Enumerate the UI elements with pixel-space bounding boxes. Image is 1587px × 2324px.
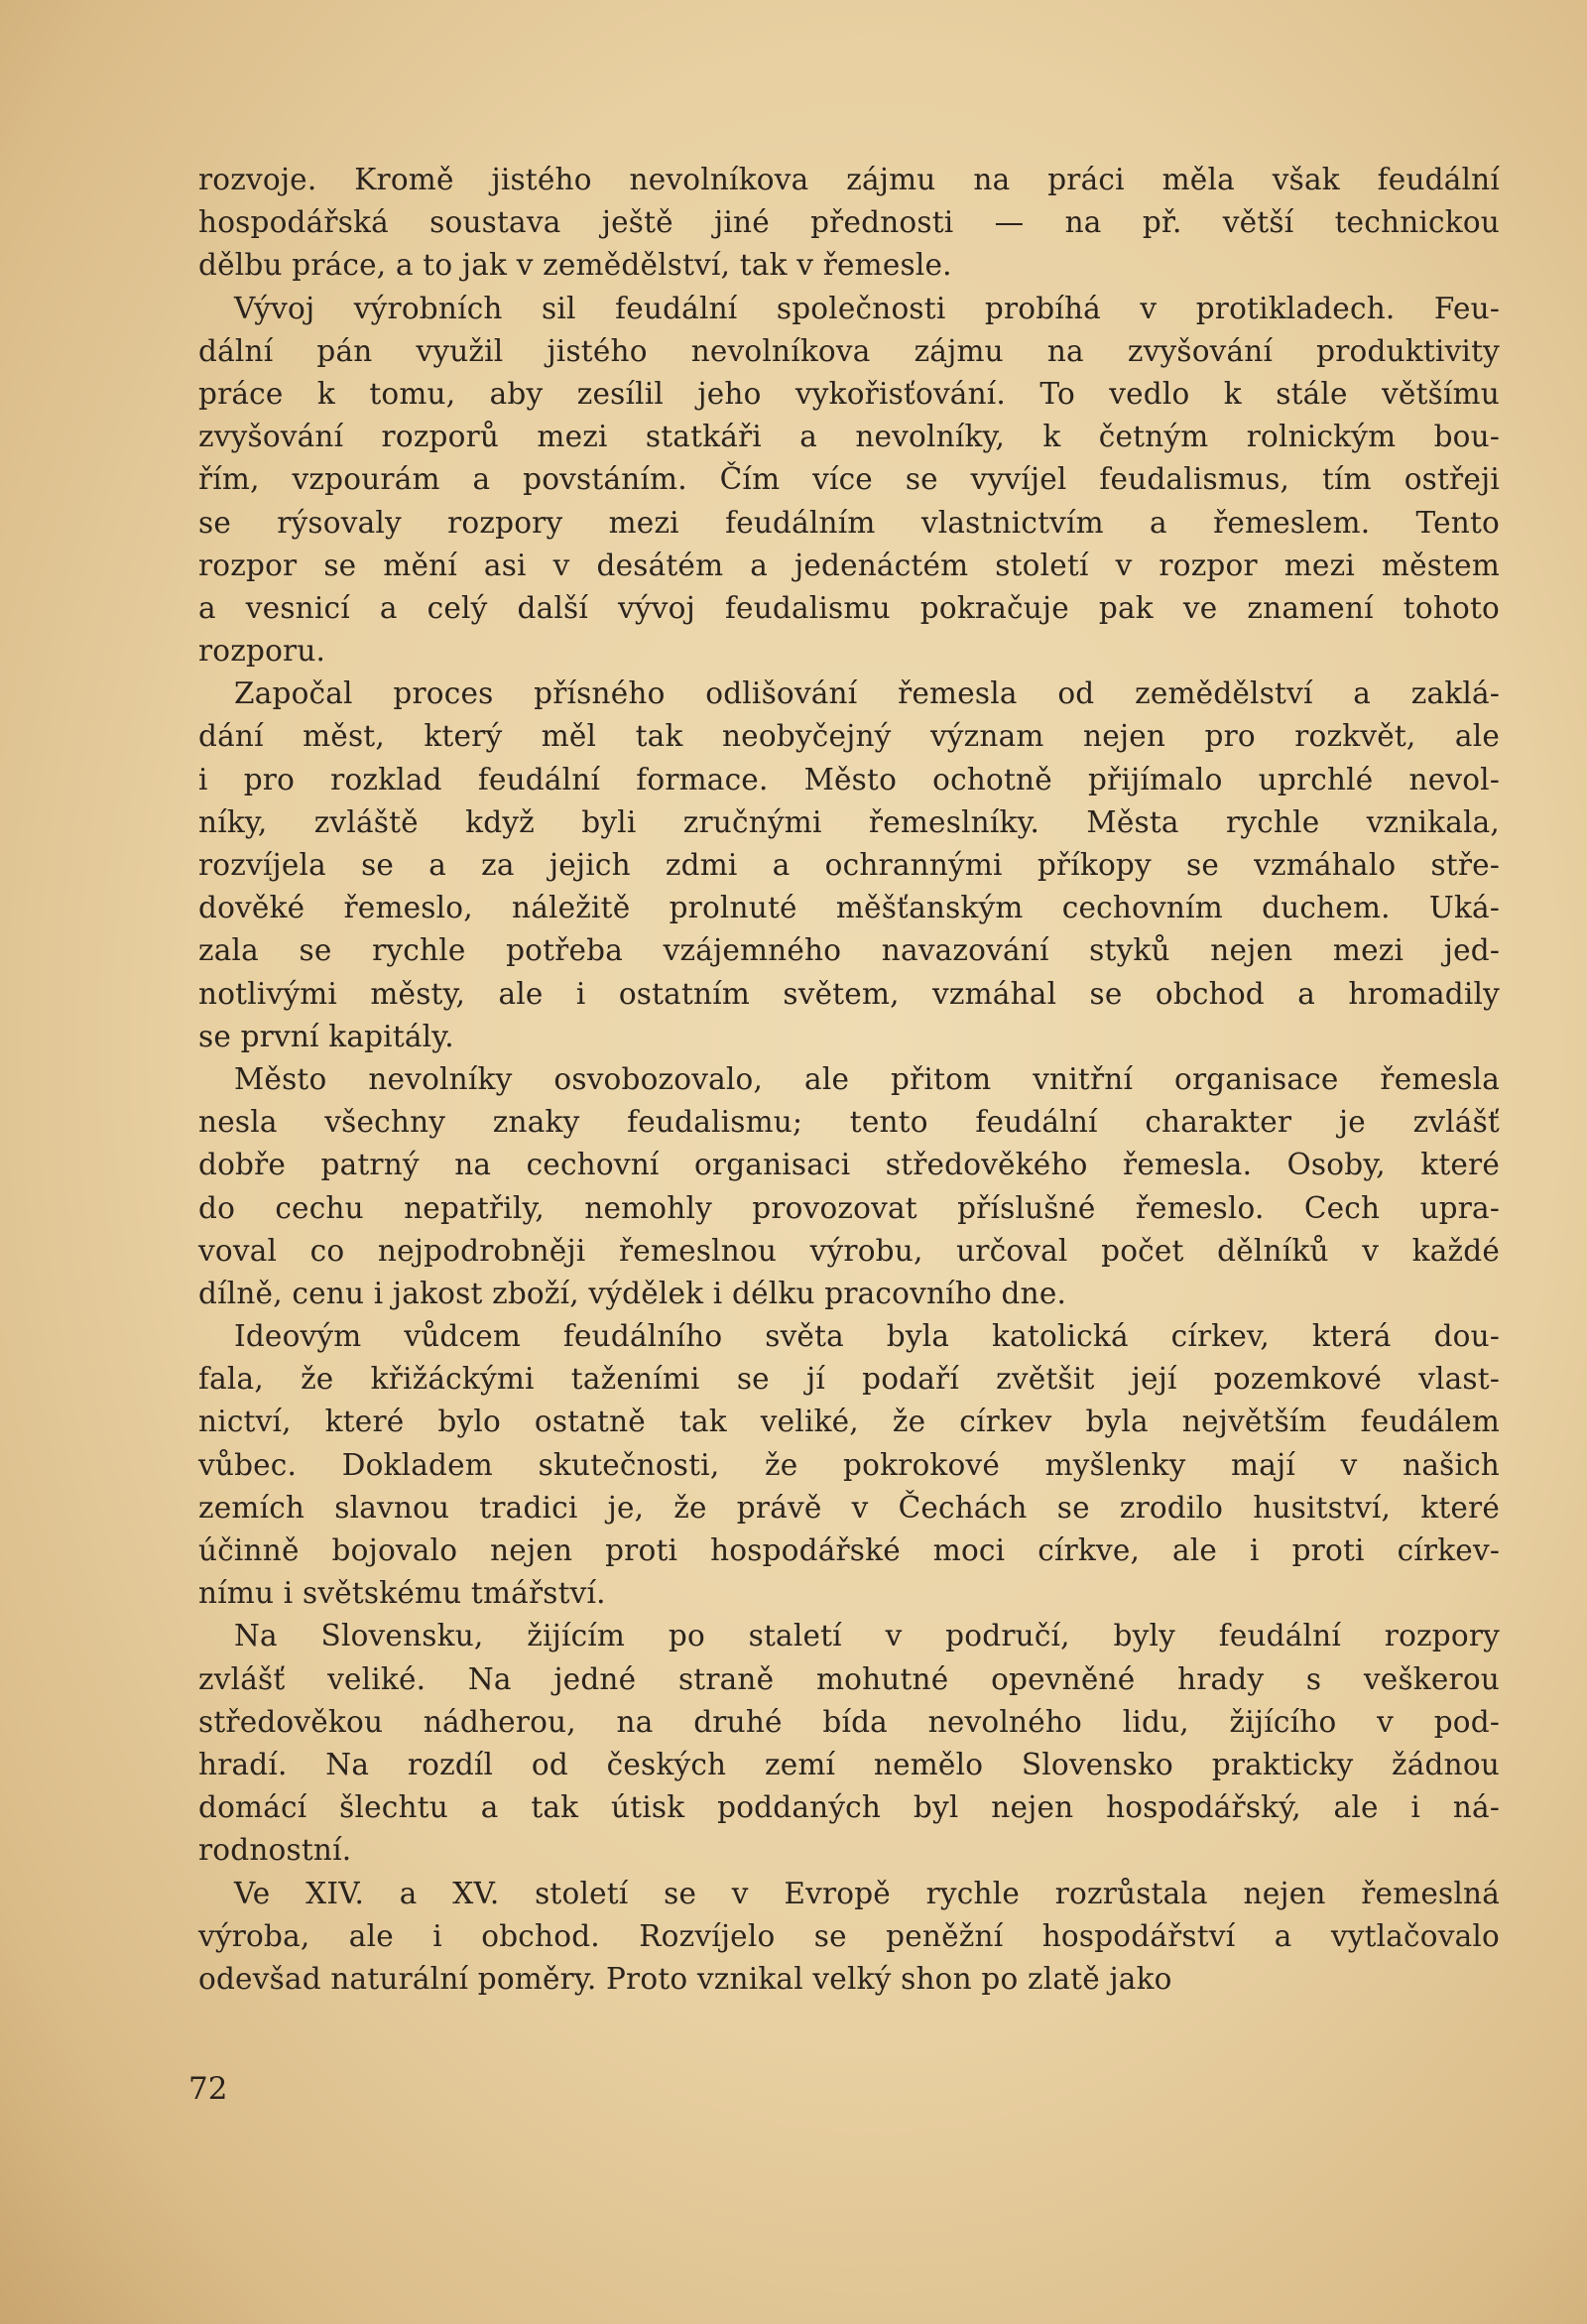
text-line: Ve XIV. a XV. století se v Evropě rychle rozrůstala nejen řemeslná (234, 1876, 1500, 1910)
text-line: voval co nejpodrobněji řemeslnou výrobu, určoval počet dělníků v každé (198, 1233, 1500, 1268)
text-line: odevšad naturální poměry. Proto vznikal velký shon po zlatě jako (198, 1961, 1172, 1996)
text-line: Město nevolníky osvobozovalo, ale přitom vnitřní organisace řemesla (234, 1061, 1500, 1096)
text-line: výroba, ale i obchod. Rozvíjelo se peněžní hospodářství a vytlačovalo (198, 1918, 1500, 1953)
text-line: rozporu. (198, 634, 326, 669)
text-line: dělbu práce, a to jak v zemědělství, tak v řemesle. (198, 248, 952, 283)
text-line: a vesnicí a celý další vývoj feudalismu pokračuje pak ve znamení tohoto (198, 590, 1500, 625)
text-line: níky, zvláště když byli zručnými řemeslníky. Města rychle vznikala, (198, 804, 1500, 839)
paragraph (198, 1058, 1500, 1315)
text-line: středověkou nádherou, na druhé bída nevolného lidu, žijícího v pod- (198, 1704, 1500, 1739)
text-line: dání měst, který měl tak neobyčejný význam nejen pro rozkvět, ale (198, 719, 1500, 754)
text-line: rozvíjela se a za jejich zdmi a ochrannými příkopy se vzmáhalo stře- (198, 848, 1500, 882)
text-line: zemích slavnou tradici je, že právě v Čechách se zrodilo husitství, které (198, 1490, 1500, 1525)
text-line: hradí. Na rozdíl od českých zemí nemělo Slovensko prakticky žádnou (198, 1747, 1500, 1781)
text-line: dální pán využil jistého nevolníkova zájmu na zvyšování produktivity (198, 333, 1500, 368)
text-line: Ideovým vůdcem feudálního světa byla katolická církev, která dou- (234, 1319, 1500, 1354)
text-line: Vývoj výrobních sil feudální společnosti probíhá v protikladech. Feu- (234, 291, 1500, 325)
paragraph (198, 159, 1500, 288)
text-line: Započal proces přísného odlišování řemesla od zemědělství a zaklá- (234, 676, 1500, 711)
paragraph (198, 673, 1500, 1058)
text-line: nímu i světskému tmářství. (198, 1576, 606, 1611)
text-line: Na Slovensku, žijícím po staletí v područí, byly feudální rozpory (234, 1619, 1500, 1653)
text-line: fala, že křižáckými taženími se jí podaří zvětšit její pozemkové vlast- (198, 1362, 1500, 1397)
paragraph (198, 1315, 1500, 1615)
text-line: nesla všechny znaky feudalismu; tento feudální charakter je zvlášť (198, 1105, 1500, 1140)
text-line: do cechu nepatřily, nemohly provozovat příslušné řemeslo. Cech upra- (198, 1190, 1500, 1225)
text-line: rodnostní. (198, 1833, 352, 1868)
text-line: práce k tomu, aby zesílil jeho vykořisťování. To vedlo k stále většímu (198, 376, 1500, 411)
text-line: se rýsovaly rozpory mezi feudálním vlastnictvím a řemeslem. Tento (198, 505, 1500, 540)
text-line: dílně, cenu i jakost zboží, výdělek i délku pracovního dne. (198, 1276, 1067, 1310)
text-line: notlivými městy, ale i ostatním světem, vzmáhal se obchod a hromadily (198, 976, 1500, 1011)
book-page-text (198, 159, 1500, 2001)
paragraph (198, 1615, 1500, 1872)
text-line: účinně bojovalo nejen proti hospodářské moci církve, ale i proti církev- (198, 1533, 1500, 1567)
text-line: i pro rozklad feudální formace. Město ochotně přijímalo uprchlé nevol- (198, 762, 1500, 796)
text-line: hospodářská soustava ještě jiné přednosti — na př. větší technickou (198, 205, 1500, 240)
text-line: nictví, které bylo ostatně tak veliké, že církev byla největším feudálem (198, 1405, 1500, 1439)
text-line: domácí šlechtu a tak útisk poddaných byl nejen hospodářský, ale i ná- (198, 1790, 1500, 1825)
text-line: řím, vzpourám a povstáním. Čím více se vyvíjel feudalismus, tím ostřeji (198, 462, 1500, 497)
text-line: se první kapitály. (198, 1019, 454, 1053)
text-line: vůbec. Dokladem skutečnosti, že pokrokové myšlenky mají v našich (198, 1447, 1500, 1482)
text-line: rozvoje. Kromě jistého nevolníkova zájmu na práci měla však feudální (198, 163, 1500, 196)
text-line: dobře patrný na cechovní organisaci středověkého řemesla. Osoby, které (198, 1148, 1500, 1182)
text-line: zala se rychle potřeba vzájemného navazování styků nejen mezi jed- (198, 933, 1500, 968)
paragraph (198, 1873, 1500, 2002)
text-line: zvyšování rozporů mezi statkáři a nevolníky, k četným rolnickým bou- (198, 420, 1500, 454)
text-line: dověké řemeslo, náležitě prolnuté měšťanským cechovním duchem. Uká- (198, 891, 1500, 925)
page-number: 72 (188, 2071, 228, 2107)
paragraph (198, 288, 1500, 673)
text-line: zvlášť veliké. Na jedné straně mohutné opevněné hrady s veškerou (198, 1661, 1500, 1696)
text-line: rozpor se mění asi v desátém a jedenáctém století v rozpor mezi městem (198, 548, 1500, 582)
